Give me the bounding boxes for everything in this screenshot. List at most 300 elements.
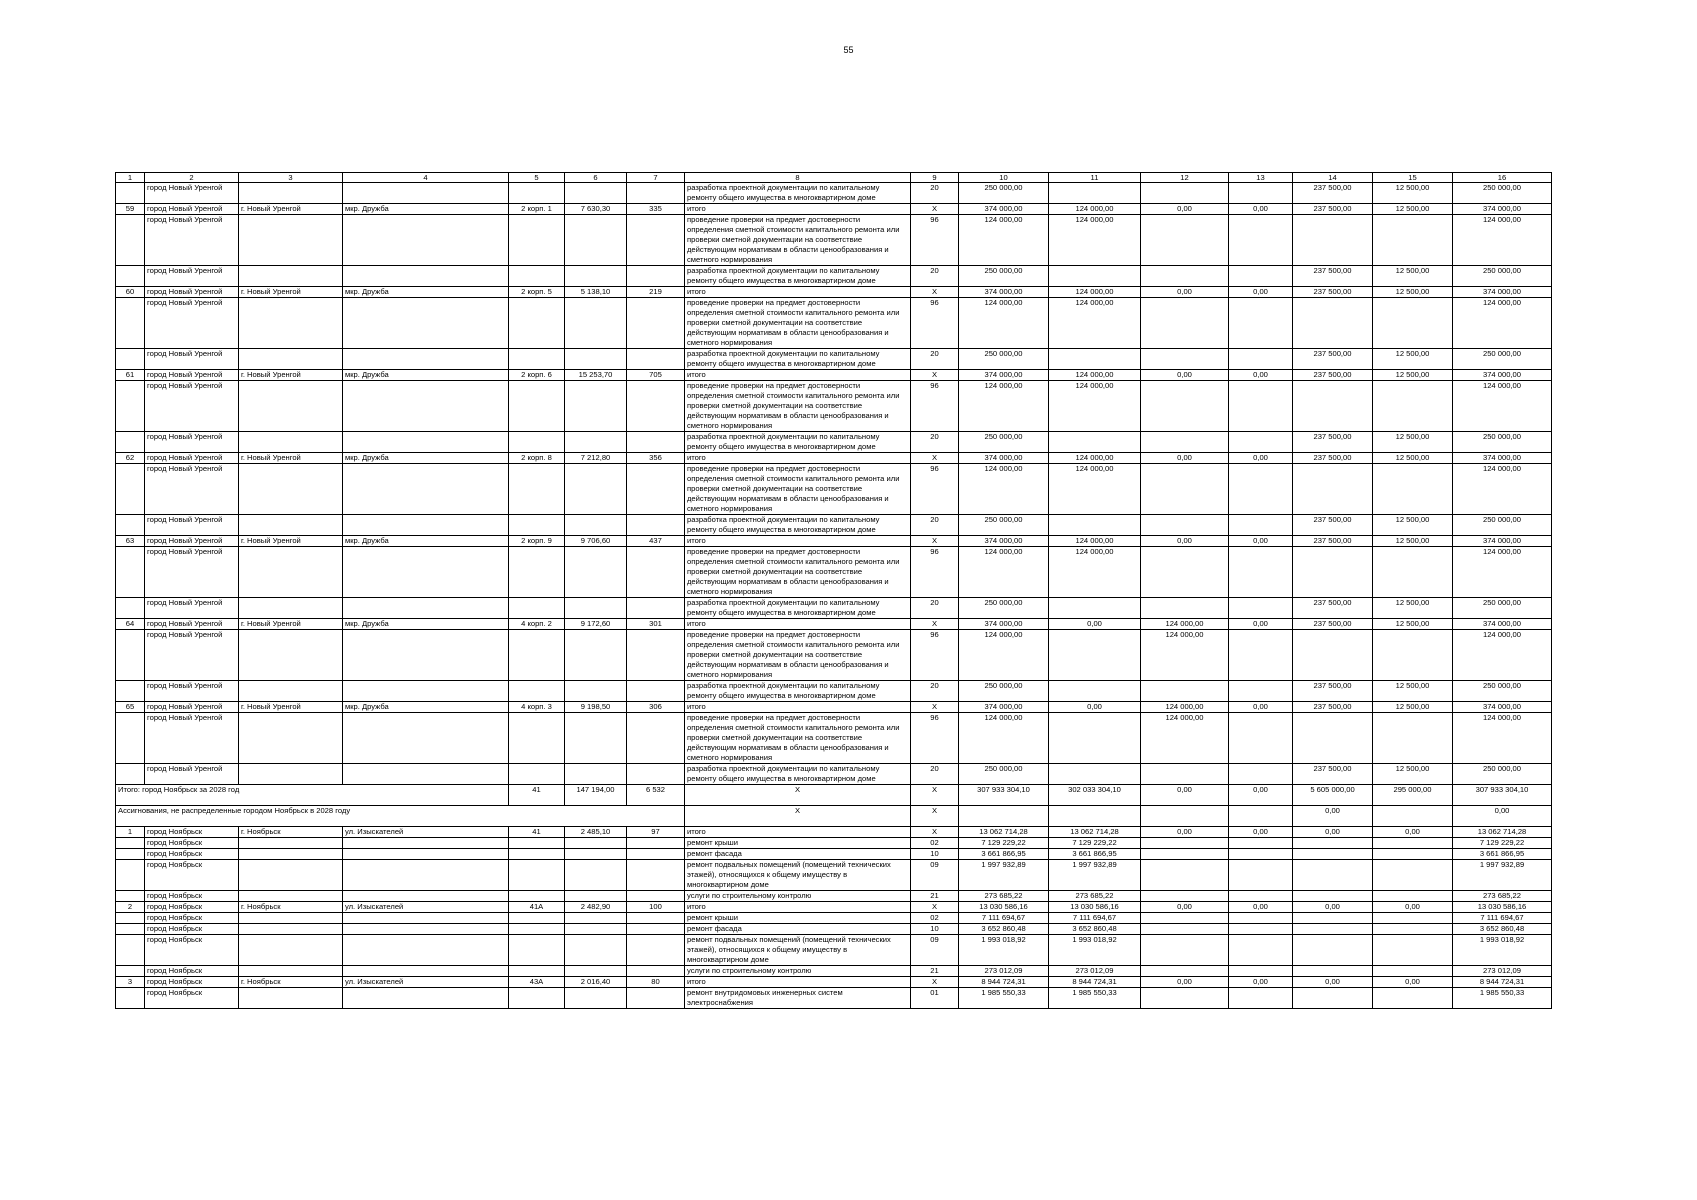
funds-col-13 [1229,681,1293,702]
funds-col-16: 124 000,00 [1453,381,1552,432]
funds-col-16: 374 000,00 [1453,702,1552,713]
funds-col-13 [1229,860,1293,891]
work-type: разработка проектной документации по капитальному ремонту общего имущества в многоквартирном доме [685,764,911,785]
funds-col-12 [1141,215,1229,266]
column-number-4: 4 [343,173,509,183]
funds-col-16: 374 000,00 [1453,287,1552,298]
funds-col-14: 237 500,00 [1293,515,1373,536]
street [343,432,509,453]
funds-col-13 [1229,713,1293,764]
funds-col-13 [1229,432,1293,453]
house-number [509,891,565,902]
house-number [509,849,565,860]
funds-col-14: 237 500,00 [1293,702,1373,713]
funds-col-12: 0,00 [1141,370,1229,381]
area: 9 198,50 [565,702,627,713]
funds-col-15 [1373,913,1453,924]
funds-col-11: 1 993 018,92 [1049,935,1141,966]
funds-col-14: 237 500,00 [1293,370,1373,381]
funds-col-16: 13 062 714,28 [1453,827,1552,838]
work-code: Х [911,453,959,464]
funds-col-14 [1293,860,1373,891]
funds-col-13 [1229,381,1293,432]
residents: 6 532 [627,785,685,806]
area [565,713,627,764]
total-cost: 273 012,09 [959,966,1049,977]
settlement [239,891,343,902]
repair-registry-table [115,172,1552,1009]
funds-col-14 [1293,891,1373,902]
funds-col-11 [1049,266,1141,287]
area [565,764,627,785]
total-label: Итого: город Ноябрьск за 2028 год [116,785,509,806]
work-code: 09 [911,860,959,891]
street: мкр. Дружба [343,204,509,215]
work-type: итого [685,453,911,464]
municipality: город Ноябрьск [145,902,239,913]
work-code: Х [911,827,959,838]
municipality: город Новый Уренгой [145,381,239,432]
area: 2 016,40 [565,977,627,988]
work-type: проведение проверки на предмет достоверности определения сметной стоимости капитального ремонта или проверки сметной документации на соответствие действующим нормативам в области ценообразования и сметного нормирования [685,464,911,515]
house-number [509,515,565,536]
funds-col-12: 0,00 [1141,785,1229,806]
funds-col-14 [1293,924,1373,935]
municipality: город Новый Уренгой [145,266,239,287]
table-row [116,215,1552,266]
street [343,935,509,966]
table-row [116,598,1552,619]
settlement [239,464,343,515]
funds-col-15 [1373,215,1453,266]
row-number [116,849,145,860]
row-number [116,381,145,432]
row-number [116,298,145,349]
row-number [116,630,145,681]
funds-col-13 [1229,966,1293,977]
work-code: Х [911,204,959,215]
residents [627,935,685,966]
area [565,988,627,1009]
table-row [116,204,1552,215]
table-row [116,432,1552,453]
column-number-3: 3 [239,173,343,183]
municipality: город Ноябрьск [145,924,239,935]
area [565,838,627,849]
total-cost: 374 000,00 [959,536,1049,547]
area: 7 630,30 [565,204,627,215]
work-type: ремонт подвальных помещений (помещений технических этажей), относящихся к общему имуществу в многоквартирном доме [685,935,911,966]
table-row [116,453,1552,464]
row-number: 64 [116,619,145,630]
funds-col-15 [1373,298,1453,349]
street [343,966,509,977]
funds-col-14 [1293,935,1373,966]
row-number [116,764,145,785]
settlement [239,764,343,785]
table-row [116,838,1552,849]
total-cost: 374 000,00 [959,204,1049,215]
funds-col-16: 124 000,00 [1453,713,1552,764]
area [565,515,627,536]
house-number: 2 корп. 9 [509,536,565,547]
area [565,432,627,453]
funds-col-16: 374 000,00 [1453,619,1552,630]
settlement [239,966,343,977]
area [565,681,627,702]
row-number: 1 [116,827,145,838]
funds-col-12 [1141,891,1229,902]
work-code: Х [911,702,959,713]
funds-col-11: 124 000,00 [1049,204,1141,215]
funds-col-12 [1141,849,1229,860]
funds-col-16: 250 000,00 [1453,183,1552,204]
street [343,764,509,785]
funds-col-12 [1141,764,1229,785]
funds-col-16: 273 685,22 [1453,891,1552,902]
settlement: г. Ноябрьск [239,977,343,988]
residents [627,381,685,432]
funds-col-12 [1141,349,1229,370]
municipality: город Ноябрьск [145,860,239,891]
municipality: город Ноябрьск [145,977,239,988]
settlement: г. Ноябрьск [239,827,343,838]
table-row [116,464,1552,515]
column-number-5: 5 [509,173,565,183]
row-number [116,598,145,619]
house-number: 2 корп. 5 [509,287,565,298]
settlement [239,598,343,619]
municipality: город Новый Уренгой [145,215,239,266]
area: 147 194,00 [565,785,627,806]
funds-col-12 [1141,860,1229,891]
funds-col-12 [1141,913,1229,924]
table-row [116,349,1552,370]
settlement [239,266,343,287]
funds-col-13 [1229,349,1293,370]
street: ул. Изыскателей [343,902,509,913]
funds-col-11: 13 030 586,16 [1049,902,1141,913]
total-cost: 250 000,00 [959,349,1049,370]
work-type: ремонт фасада [685,849,911,860]
funds-col-15: 0,00 [1373,977,1453,988]
funds-col-14: 0,00 [1293,902,1373,913]
funds-col-13 [1229,924,1293,935]
funds-col-13 [1229,298,1293,349]
column-number-10: 10 [959,173,1049,183]
funds-col-12 [1141,988,1229,1009]
column-number-14: 14 [1293,173,1373,183]
funds-col-12 [1141,838,1229,849]
settlement [239,681,343,702]
residents [627,966,685,977]
settlement [239,298,343,349]
total-cost: 1 985 550,33 [959,988,1049,1009]
funds-col-14 [1293,381,1373,432]
house-number [509,298,565,349]
house-number: 41 [509,827,565,838]
house-number [509,988,565,1009]
street [343,849,509,860]
settlement [239,913,343,924]
house-number [509,266,565,287]
funds-col-12 [1141,298,1229,349]
table-row [116,681,1552,702]
row-number [116,432,145,453]
funds-col-13 [1229,266,1293,287]
total-cost [959,806,1049,827]
municipality: город Ноябрьск [145,827,239,838]
residents [627,183,685,204]
funds-col-11: 302 033 304,10 [1049,785,1141,806]
work-code: 96 [911,464,959,515]
funds-col-15 [1373,966,1453,977]
funds-col-14 [1293,849,1373,860]
settlement [239,349,343,370]
funds-col-16: 1 993 018,92 [1453,935,1552,966]
funds-col-13 [1229,935,1293,966]
work-type: проведение проверки на предмет достоверности определения сметной стоимости капитального ремонта или проверки сметной документации на соответствие действующим нормативам в области ценообразования и сметного нормирования [685,630,911,681]
funds-col-11: 124 000,00 [1049,298,1141,349]
total-cost: 250 000,00 [959,764,1049,785]
funds-col-11: 0,00 [1049,702,1141,713]
table-row [116,966,1552,977]
funds-col-15 [1373,381,1453,432]
funds-col-15: 12 500,00 [1373,349,1453,370]
row-number: 60 [116,287,145,298]
funds-col-15 [1373,838,1453,849]
funds-col-15: 12 500,00 [1373,619,1453,630]
column-number-7: 7 [627,173,685,183]
table-row [116,702,1552,713]
funds-col-15: 295 000,00 [1373,785,1453,806]
funds-col-15: 12 500,00 [1373,598,1453,619]
work-type: ремонт подвальных помещений (помещений технических этажей), относящихся к общему имуществу в многоквартирном доме [685,860,911,891]
municipality: город Ноябрьск [145,891,239,902]
house-number: 41А [509,902,565,913]
work-code: 10 [911,924,959,935]
total-cost: 124 000,00 [959,547,1049,598]
work-type: Х [685,806,911,827]
municipality: город Новый Уренгой [145,619,239,630]
street [343,913,509,924]
house-number [509,966,565,977]
funds-col-16: 250 000,00 [1453,349,1552,370]
funds-col-14: 237 500,00 [1293,349,1373,370]
settlement [239,215,343,266]
work-type: проведение проверки на предмет достоверности определения сметной стоимости капитального ремонта или проверки сметной документации на соответствие действующим нормативам в области ценообразования и сметного нормирования [685,381,911,432]
street [343,215,509,266]
work-type: итого [685,370,911,381]
house-number [509,432,565,453]
municipality: город Новый Уренгой [145,681,239,702]
funds-col-13: 0,00 [1229,902,1293,913]
municipality: город Новый Уренгой [145,349,239,370]
residents [627,764,685,785]
house-number [509,598,565,619]
funds-col-14 [1293,838,1373,849]
funds-col-16: 124 000,00 [1453,298,1552,349]
funds-col-12: 0,00 [1141,977,1229,988]
funds-col-14 [1293,966,1373,977]
area [565,298,627,349]
municipality: город Новый Уренгой [145,598,239,619]
residents: 301 [627,619,685,630]
work-type: разработка проектной документации по капитальному ремонту общего имущества в многоквартирном доме [685,432,911,453]
total-cost: 1 997 932,89 [959,860,1049,891]
residents [627,547,685,598]
residents: 219 [627,287,685,298]
funds-col-12 [1141,806,1229,827]
work-type: ремонт крыши [685,913,911,924]
work-type: разработка проектной документации по капитальному ремонту общего имущества в многоквартирном доме [685,515,911,536]
work-code: Х [911,806,959,827]
funds-col-13: 0,00 [1229,619,1293,630]
funds-col-11 [1049,713,1141,764]
area: 9 172,60 [565,619,627,630]
total-cost: 124 000,00 [959,298,1049,349]
work-code: 10 [911,849,959,860]
funds-col-12: 0,00 [1141,536,1229,547]
table-row [116,370,1552,381]
settlement [239,988,343,1009]
house-number [509,860,565,891]
residents: 306 [627,702,685,713]
work-code: 96 [911,713,959,764]
settlement [239,381,343,432]
funds-col-12: 124 000,00 [1141,702,1229,713]
total-cost: 8 944 724,31 [959,977,1049,988]
work-code: Х [911,619,959,630]
funds-col-16: 374 000,00 [1453,204,1552,215]
street [343,681,509,702]
funds-col-12 [1141,515,1229,536]
area: 2 485,10 [565,827,627,838]
table-row [116,536,1552,547]
area [565,215,627,266]
column-number-9: 9 [911,173,959,183]
funds-col-11: 0,00 [1049,619,1141,630]
settlement [239,515,343,536]
funds-col-16: 0,00 [1453,806,1552,827]
row-number: 62 [116,453,145,464]
funds-col-16: 124 000,00 [1453,630,1552,681]
work-code: Х [911,785,959,806]
residents: 335 [627,204,685,215]
municipality: город Новый Уренгой [145,298,239,349]
street [343,924,509,935]
row-number: 3 [116,977,145,988]
work-code: 20 [911,183,959,204]
funds-col-15: 12 500,00 [1373,681,1453,702]
total-cost: 13 062 714,28 [959,827,1049,838]
funds-col-12 [1141,935,1229,966]
total-cost: 3 652 860,48 [959,924,1049,935]
municipality: город Новый Уренгой [145,630,239,681]
funds-col-15: 12 500,00 [1373,370,1453,381]
total-cost: 374 000,00 [959,702,1049,713]
settlement [239,849,343,860]
total-cost: 124 000,00 [959,215,1049,266]
house-number: 4 корп. 3 [509,702,565,713]
row-number [116,266,145,287]
total-cost: 250 000,00 [959,266,1049,287]
total-cost: 250 000,00 [959,515,1049,536]
funds-col-11 [1049,183,1141,204]
work-code: 20 [911,266,959,287]
total-cost: 250 000,00 [959,681,1049,702]
house-number [509,924,565,935]
municipality: город Ноябрьск [145,988,239,1009]
work-type: проведение проверки на предмет достоверности определения сметной стоимости капитального ремонта или проверки сметной документации на соответствие действующим нормативам в области ценообразования и сметного нормирования [685,215,911,266]
funds-col-16: 250 000,00 [1453,681,1552,702]
funds-col-12: 124 000,00 [1141,619,1229,630]
funds-col-16: 250 000,00 [1453,432,1552,453]
funds-col-12 [1141,547,1229,598]
total-cost: 13 030 586,16 [959,902,1049,913]
funds-col-13: 0,00 [1229,453,1293,464]
funds-col-11: 3 652 860,48 [1049,924,1141,935]
funds-col-11 [1049,764,1141,785]
table-row [116,713,1552,764]
funds-col-12 [1141,464,1229,515]
area [565,913,627,924]
funds-col-15: 12 500,00 [1373,515,1453,536]
funds-col-15: 12 500,00 [1373,432,1453,453]
column-number-15: 15 [1373,173,1453,183]
row-number [116,547,145,598]
row-number [116,183,145,204]
work-type: итого [685,536,911,547]
funds-col-14 [1293,547,1373,598]
residents [627,515,685,536]
funds-col-16: 273 012,09 [1453,966,1552,977]
settlement: г. Новый Уренгой [239,204,343,215]
house-number [509,713,565,764]
column-number-12: 12 [1141,173,1229,183]
area [565,547,627,598]
residents: 705 [627,370,685,381]
settlement: г. Новый Уренгой [239,619,343,630]
area [565,598,627,619]
table-row [116,764,1552,785]
funds-col-11: 8 944 724,31 [1049,977,1141,988]
work-code: 20 [911,764,959,785]
area: 2 482,90 [565,902,627,913]
work-type: услуги по строительному контролю [685,891,911,902]
table-row [116,977,1552,988]
work-type: разработка проектной документации по капитальному ремонту общего имущества в многоквартирном доме [685,183,911,204]
settlement [239,183,343,204]
funds-col-13 [1229,913,1293,924]
funds-col-14: 237 500,00 [1293,598,1373,619]
row-number [116,215,145,266]
area [565,924,627,935]
municipality: город Новый Уренгой [145,702,239,713]
total-cost: 124 000,00 [959,713,1049,764]
funds-col-12 [1141,681,1229,702]
residents [627,860,685,891]
settlement [239,935,343,966]
funds-col-11: 3 661 866,95 [1049,849,1141,860]
column-number-16: 16 [1453,173,1552,183]
total-cost: 374 000,00 [959,370,1049,381]
settlement: г. Новый Уренгой [239,370,343,381]
work-type: проведение проверки на предмет достоверности определения сметной стоимости капитального ремонта или проверки сметной документации на соответствие действующим нормативам в области ценообразования и сметного нормирования [685,713,911,764]
municipality: город Новый Уренгой [145,536,239,547]
row-number: 63 [116,536,145,547]
funds-col-11: 124 000,00 [1049,287,1141,298]
